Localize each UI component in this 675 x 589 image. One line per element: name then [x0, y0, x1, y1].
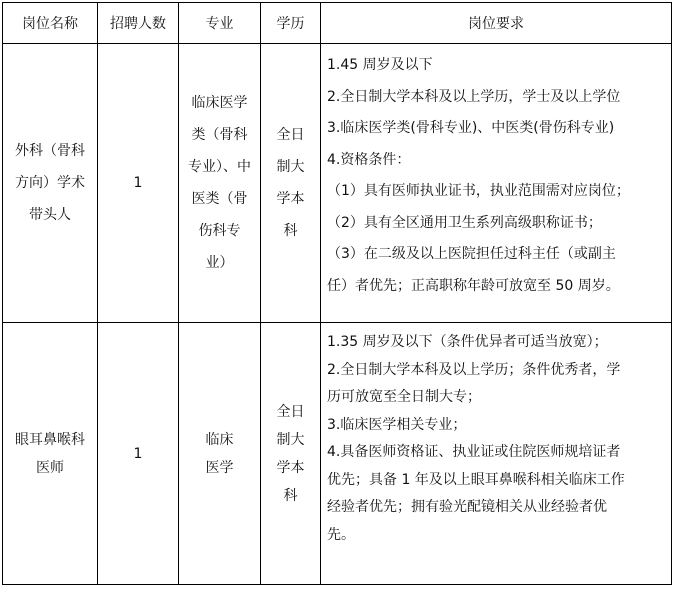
- header-position: 岗位名称: [3, 3, 98, 44]
- requirement-line: 3.临床医学相关专业；: [327, 416, 467, 433]
- requirement-line: 先。: [327, 526, 355, 543]
- requirements: [321, 323, 672, 585]
- requirement-line: 历可放宽至全日制大专；: [327, 389, 481, 405]
- table-row: [3, 323, 672, 585]
- header-count: 招聘人数: [98, 3, 179, 44]
- position-name: [3, 323, 98, 585]
- requirement-line: 优先；具备 1 年及以上眼耳鼻喉科相关临床工作: [327, 471, 625, 488]
- requirement-line: 1.35 周岁及以下（条件优异者可适当放宽）；: [327, 334, 608, 350]
- text-line: 学本: [276, 459, 305, 476]
- requirement-line: 经验者优先；拥有验光配镜相关从业经验者优: [327, 499, 607, 515]
- text-line: 全日: [276, 127, 305, 143]
- header-requirements: 岗位要求: [321, 3, 672, 44]
- text-line: 科: [283, 487, 298, 504]
- text-line: 眼耳鼻喉科: [15, 431, 85, 448]
- text-line: 专业）、中: [188, 159, 251, 175]
- education: [261, 323, 321, 585]
- position-name: [3, 44, 98, 323]
- text-line: 全日: [276, 403, 305, 420]
- text-line: 医师: [36, 459, 64, 476]
- recruitment-table: [2, 2, 672, 585]
- headcount: 1: [98, 44, 179, 323]
- headcount: 1: [98, 323, 179, 585]
- text-line: 带头人: [29, 207, 71, 223]
- text-line: 临床医学: [191, 95, 248, 111]
- requirement-line: 2.全日制大学本科及以上学历；条件优秀者，学: [327, 361, 621, 378]
- major: [179, 323, 261, 585]
- text-line: 学本: [276, 191, 305, 207]
- table-row: [3, 44, 672, 323]
- requirement-line: 3.临床医学类(骨科专业)、中医类(骨伤科专业): [327, 120, 615, 136]
- text-line: 方向）学术: [15, 175, 85, 191]
- text-line: 伤科专: [198, 223, 241, 239]
- text-line: 医学: [205, 459, 234, 476]
- requirement-line: （1）具有医师执业证书，执业范围需对应岗位；: [327, 183, 630, 199]
- education: [261, 44, 321, 323]
- requirement-line: 任）者优先；正高职称年龄可放宽至 50 周岁。: [327, 277, 620, 294]
- text-line: 制大: [276, 159, 305, 175]
- text-line: 科: [283, 223, 298, 239]
- text-line: 类（骨科: [191, 127, 248, 143]
- text-line: 临床: [205, 431, 234, 448]
- requirements: [321, 44, 672, 323]
- major: [179, 44, 261, 323]
- text-line: 制大: [276, 431, 305, 448]
- requirement-line: 4.具备医师资格证、执业证或住院医师规培证者: [327, 444, 621, 460]
- requirement-line: 4.资格条件：: [327, 151, 411, 168]
- header-major: 专业: [179, 3, 261, 44]
- header-education: 学历: [261, 3, 321, 44]
- text-line: 外科（骨科: [15, 143, 85, 159]
- header-row: [3, 3, 672, 44]
- text-line: 业）: [205, 255, 234, 271]
- requirement-line: （3）在二级及以上医院担任过科主任（或副主: [327, 246, 616, 262]
- requirement-line: 2.全日制大学本科及以上学历，学士及以上学位: [327, 88, 621, 105]
- text-line: 医类（骨: [191, 191, 248, 207]
- requirement-line: （2）具有全区通用卫生系列高级职称证书；: [327, 214, 602, 231]
- requirement-line: 1.45 周岁及以下: [327, 57, 433, 73]
